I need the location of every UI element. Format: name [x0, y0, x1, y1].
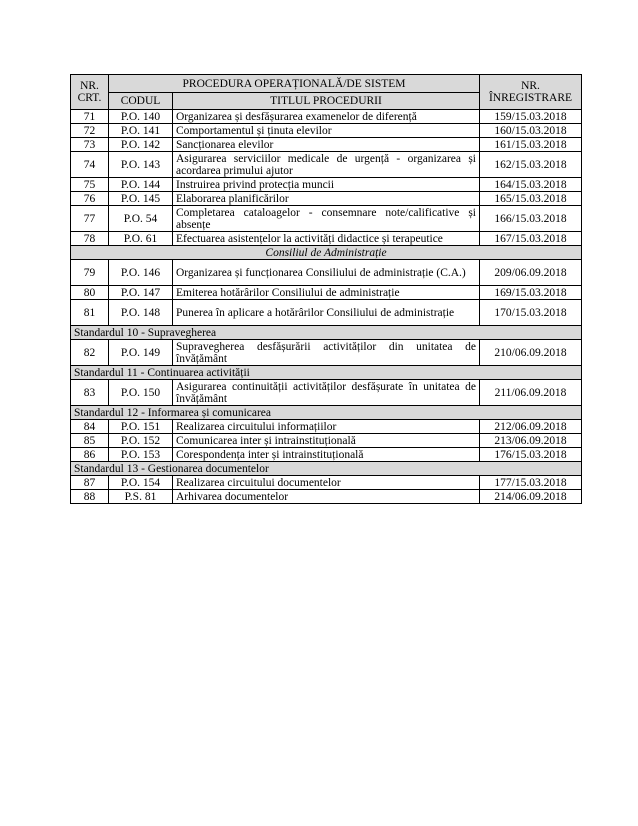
nr-crt-header-line1: NR. — [80, 80, 99, 92]
registration-number: 160/15.03.2018 — [480, 124, 582, 138]
procedure-code: P.O. 153 — [109, 448, 173, 462]
procedure-title: Emiterea hotărârilor Consiliului de administrație — [173, 286, 480, 300]
procedure-code: P.O. 140 — [109, 110, 173, 124]
table-row — [71, 178, 582, 192]
table-row — [71, 420, 582, 434]
table-row — [71, 490, 582, 504]
procedure-title: Supravegherea desfășurării activităților din unitatea de învățământ — [173, 340, 480, 366]
section-heading-standard-10: Standardul 10 - Supravegherea — [71, 326, 582, 340]
row-number: 76 — [71, 192, 109, 206]
section-row — [71, 246, 582, 260]
row-number: 72 — [71, 124, 109, 138]
procedure-code: P.O. 152 — [109, 434, 173, 448]
registration-number: 161/15.03.2018 — [480, 138, 582, 152]
table-body — [71, 110, 582, 504]
registration-number: 212/06.09.2018 — [480, 420, 582, 434]
code-header: CODUL — [109, 93, 173, 110]
procedure-title: Comportamentul și ținuta elevilor — [173, 124, 480, 138]
registration-number: 167/15.03.2018 — [480, 232, 582, 246]
procedure-title: Punerea în aplicare a hotărârilor Consiliului de administrație — [173, 300, 480, 326]
table-row — [71, 434, 582, 448]
row-number: 73 — [71, 138, 109, 152]
row-number: 84 — [71, 420, 109, 434]
table-row — [71, 300, 582, 326]
procedure-title: Sancționarea elevilor — [173, 138, 480, 152]
procedure-title: Arhivarea documentelor — [173, 490, 480, 504]
procedure-title: Comunicarea inter și intrainstituțională — [173, 434, 480, 448]
procedure-code: P.O. 146 — [109, 260, 173, 286]
procedure-code: P.O. 144 — [109, 178, 173, 192]
procedure-code: P.O. 54 — [109, 206, 173, 232]
section-heading-standard-13: Standardul 13 - Gestionarea documentelor — [71, 462, 582, 476]
registration-number: 213/06.09.2018 — [480, 434, 582, 448]
registration-number: 169/15.03.2018 — [480, 286, 582, 300]
procedure-title: Instruirea privind protecția muncii — [173, 178, 480, 192]
section-row — [71, 366, 582, 380]
registration-header — [480, 75, 582, 110]
table-row — [71, 232, 582, 246]
procedure-code: P.O. 142 — [109, 138, 173, 152]
table-row — [71, 206, 582, 232]
table-row — [71, 138, 582, 152]
procedure-title: Completarea cataloagelor - consemnare note/calificative și absențe — [173, 206, 480, 232]
procedures-table — [70, 74, 582, 504]
procedure-code: P.O. 147 — [109, 286, 173, 300]
row-number: 82 — [71, 340, 109, 366]
table-row — [71, 260, 582, 286]
row-number: 79 — [71, 260, 109, 286]
row-number: 87 — [71, 476, 109, 490]
registration-header-line1: NR. — [521, 80, 540, 92]
registration-header-line2: ÎNREGISTRARE — [488, 92, 573, 104]
procedure-title: Efectuarea asistențelor la activități didactice și terapeutice — [173, 232, 480, 246]
procedure-title: Asigurarea serviciilor medicale de urgență - organizarea și acordarea primului ajutor — [173, 152, 480, 178]
procedure-code: P.O. 151 — [109, 420, 173, 434]
table-row — [71, 448, 582, 462]
row-number: 86 — [71, 448, 109, 462]
registration-number: 170/15.03.2018 — [480, 300, 582, 326]
row-number: 88 — [71, 490, 109, 504]
row-number: 75 — [71, 178, 109, 192]
registration-number: 159/15.03.2018 — [480, 110, 582, 124]
registration-number: 164/15.03.2018 — [480, 178, 582, 192]
procedure-title: Corespondența inter și intrainstituțională — [173, 448, 480, 462]
row-number: 80 — [71, 286, 109, 300]
procedure-code: P.O. 143 — [109, 152, 173, 178]
section-heading-standard-11: Standardul 11 - Continuarea activității — [71, 366, 582, 380]
registration-number: 166/15.03.2018 — [480, 206, 582, 232]
table-row — [71, 192, 582, 206]
registration-number: 214/06.09.2018 — [480, 490, 582, 504]
procedure-code: P.O. 148 — [109, 300, 173, 326]
procedure-title: Realizarea circuitului documentelor — [173, 476, 480, 490]
registration-number: 211/06.09.2018 — [480, 380, 582, 406]
procedure-code: P.O. 154 — [109, 476, 173, 490]
section-heading-standard-12: Standardul 12 - Informarea și comunicarea — [71, 406, 582, 420]
procedure-code: P.S. 81 — [109, 490, 173, 504]
table-row — [71, 476, 582, 490]
row-number: 77 — [71, 206, 109, 232]
table-row — [71, 380, 582, 406]
procedure-title: Asigurarea continuității activităților desfășurate în unitatea de învățământ — [173, 380, 480, 406]
row-number: 71 — [71, 110, 109, 124]
registration-number: 165/15.03.2018 — [480, 192, 582, 206]
row-number: 85 — [71, 434, 109, 448]
procedure-code: P.O. 149 — [109, 340, 173, 366]
section-row — [71, 462, 582, 476]
procedure-title: Realizarea circuitului informațiilor — [173, 420, 480, 434]
nr-crt-header-line2: CRT. — [77, 92, 102, 104]
table-row — [71, 340, 582, 366]
registration-number: 210/06.09.2018 — [480, 340, 582, 366]
procedure-code: P.O. 145 — [109, 192, 173, 206]
nr-crt-header — [71, 75, 109, 110]
section-heading-ca: Consiliul de Administrație — [71, 246, 582, 260]
title-header: TITLUL PROCEDURII — [173, 93, 480, 110]
row-number: 74 — [71, 152, 109, 178]
registration-number: 162/15.03.2018 — [480, 152, 582, 178]
section-row — [71, 326, 582, 340]
procedure-title: Elaborarea planificărilor — [173, 192, 480, 206]
procedure-header: PROCEDURA OPERAȚIONALĂ/DE SISTEM — [109, 75, 480, 93]
procedure-code: P.O. 61 — [109, 232, 173, 246]
row-number: 81 — [71, 300, 109, 326]
table-row — [71, 286, 582, 300]
registration-number: 209/06.09.2018 — [480, 260, 582, 286]
registration-number: 177/15.03.2018 — [480, 476, 582, 490]
table-row — [71, 110, 582, 124]
procedure-title: Organizarea și desfășurarea examenelor de diferență — [173, 110, 480, 124]
procedure-code: P.O. 141 — [109, 124, 173, 138]
table-row — [71, 152, 582, 178]
table-row — [71, 124, 582, 138]
row-number: 78 — [71, 232, 109, 246]
procedure-title: Organizarea și funcționarea Consiliului de administrație (C.A.) — [173, 260, 480, 286]
section-row — [71, 406, 582, 420]
registration-number: 176/15.03.2018 — [480, 448, 582, 462]
row-number: 83 — [71, 380, 109, 406]
procedure-code: P.O. 150 — [109, 380, 173, 406]
